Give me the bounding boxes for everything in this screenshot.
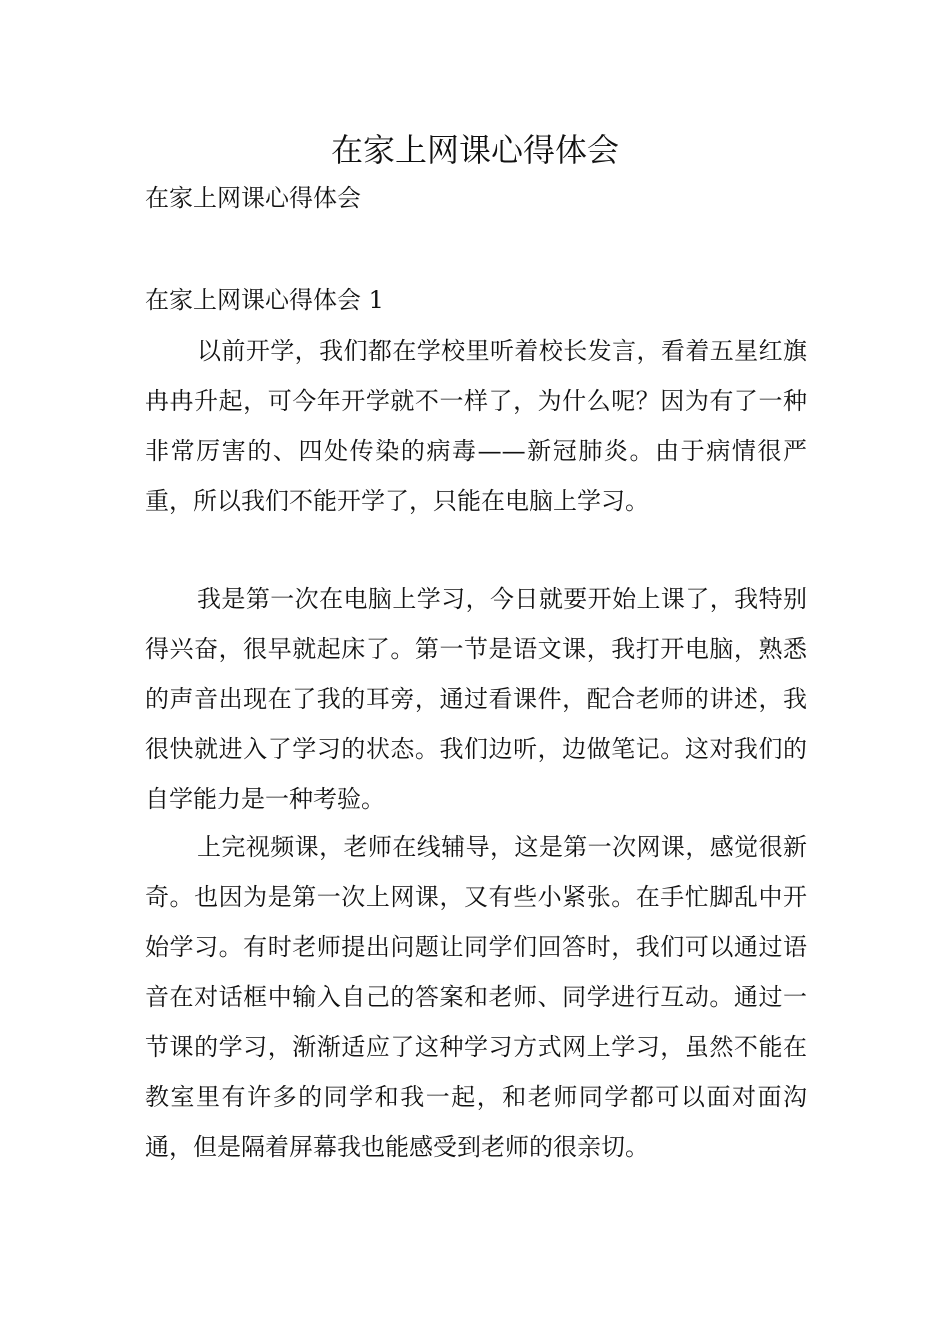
document-title: 在家上网课心得体会 [330,131,619,169]
paragraph-2: 我是第一次在电脑上学习，今日就要开始上课了，我特别得兴奋，很早就起床了。第一节是语文课，我打开电脑，熟悉的声音出现在了我的耳旁，通过看课件，配合老师的讲述，我很快就进入了学习的状态。我们边听，边做笔记。这对我们的自学能力是一种考验。 [145,585,807,813]
section-heading: 在家上网课心得体会 1 [145,286,384,314]
paragraph-3: 上完视频课，老师在线辅导，这是第一次网课，感觉很新奇。也因为是第一次上网课，又有些小紧张。在手忙脚乱中开始学习。有时老师提出问题让同学们回答时，我们可以通过语音在对话框中输入自己的答案和老师、同学进行互动。通过一节课的学习，渐渐适应了这种学习方式网上学习，虽然不能在教室里有许多的同学和我一起，和老师同学都可以面对面沟通，但是隔着屏幕我也能感受到老师的很亲切。 [145,833,807,1161]
paragraph-1: 以前开学，我们都在学校里听着校长发言，看着五星红旗冉冉升起，可今年开学就不一样了，为什么呢？因为有了一种非常厉害的、四处传染的病毒——新冠肺炎。由于病情很严重，所以我们不能开学了，只能在电脑上学习。 [145,337,807,515]
document-subtitle: 在家上网课心得体会 [145,184,361,212]
